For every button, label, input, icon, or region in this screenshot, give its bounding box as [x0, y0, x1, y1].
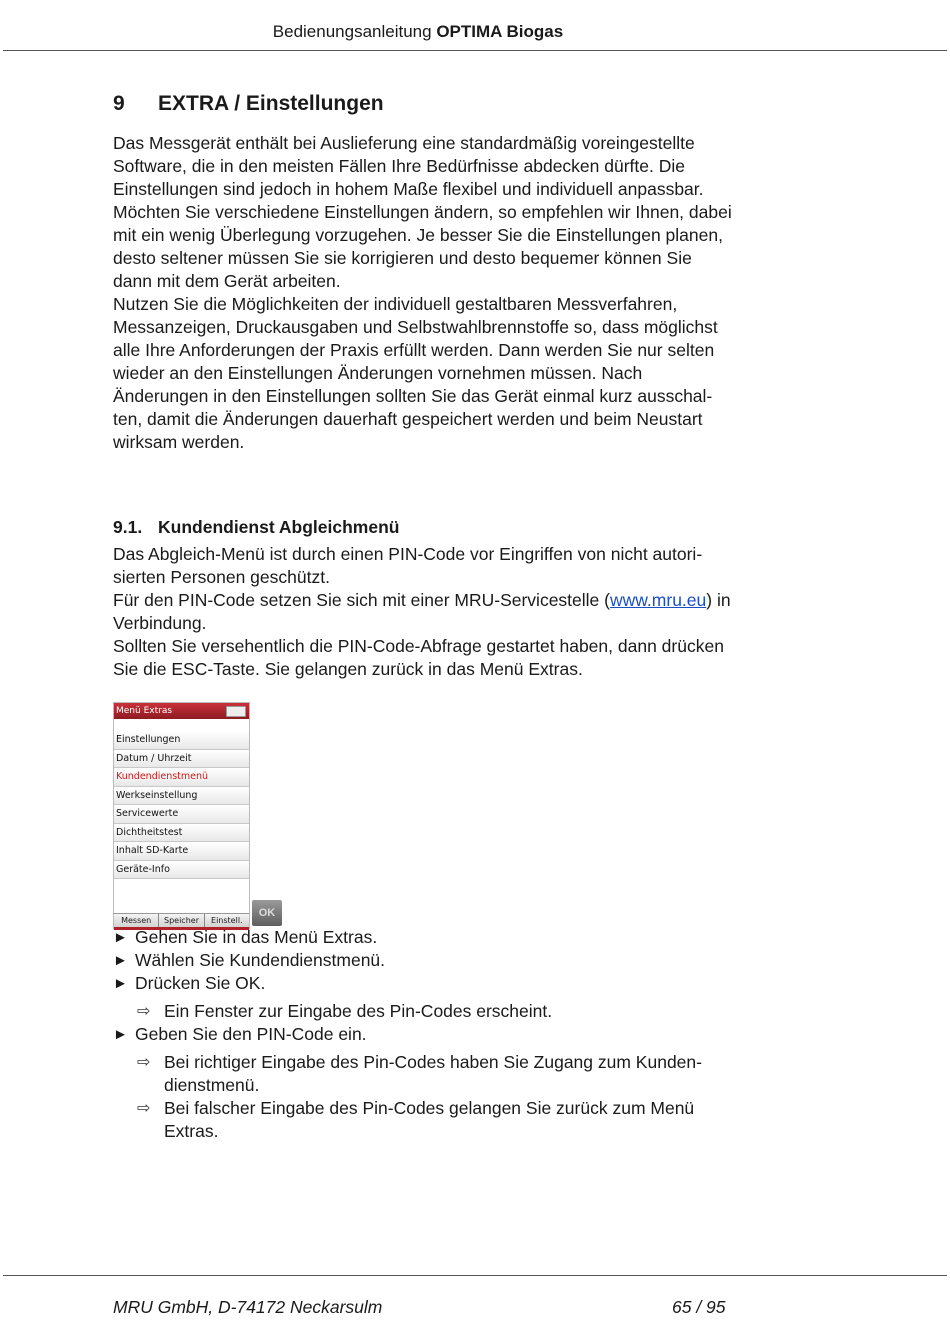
step-text: Drücken Sie OK.	[135, 973, 266, 993]
softkey-memory[interactable]: Speicher	[159, 914, 204, 928]
device-menu-item-device-info[interactable]: Geräte-Info	[114, 861, 249, 880]
device-menu-item-date-time[interactable]: Datum / Uhrzeit	[114, 750, 249, 769]
subsection-body	[113, 543, 733, 681]
instruction-step	[113, 949, 733, 972]
instruction-result	[113, 1051, 733, 1097]
footer-page-number: 65 / 95	[672, 1297, 726, 1317]
instruction-result	[113, 1000, 733, 1023]
step-text: Gehen Sie in das Menü Extras.	[135, 927, 378, 947]
result-arrow-icon: ⇨	[137, 1054, 151, 1071]
result-text: Ein Fenster zur Eingabe des Pin-Codes erscheint.	[164, 1001, 553, 1021]
section-number: 9	[113, 92, 125, 115]
device-menu-item-sd-card[interactable]: Inhalt SD-Karte	[114, 842, 249, 861]
step-text: Wählen Sie Kundendienstmenü.	[135, 950, 386, 970]
subsection-paragraph-1: Das Abgleich-Menü ist durch einen PIN-Code vor Eingriffen von nicht autorisierten Personen geschützt.	[113, 544, 703, 587]
contact-text: Für den PIN-Code setzen Sie sich mit einer MRU-Servicestelle (	[113, 590, 610, 610]
header-divider	[3, 50, 947, 51]
step-text: Geben Sie den PIN-Code ein.	[135, 1024, 367, 1044]
instruction-step	[113, 1023, 733, 1046]
device-menu-item-settings[interactable]: Einstellungen	[114, 731, 249, 750]
result-arrow-icon: ⇨	[137, 1100, 151, 1117]
device-screen	[113, 702, 250, 929]
battery-icon	[226, 706, 246, 717]
subsection-title: Kundendienst Abgleichmenü	[158, 517, 400, 537]
section-heading	[113, 92, 384, 116]
section-paragraph-3: Nutzen Sie die Möglichkeiten der individuell gestaltbaren Messverfahren, Messanzeigen, Druckausgaben und Selbstwahlbrennstoffe so, dass möglichst alle Ihre Anforderungen der Praxis erfüllt werden. Dann werden Sie nur selten wieder an den Einstellungen Änderungen vornehmen müssen. Nach Änderungen in den Einstellungen sollten Sie das Gerät einmal kurz ausschalten, damit die Änderungen dauerhaft gespeichert werden und beim Neustart wirksam werden.	[113, 294, 718, 452]
softkey-settings[interactable]: Einstell.	[211, 916, 243, 925]
step-arrow-icon: ►	[113, 952, 128, 969]
step-arrow-icon: ►	[113, 929, 128, 946]
section-title: EXTRA / Einstellungen	[158, 92, 384, 115]
instruction-step	[113, 972, 733, 995]
section-paragraph-1: Das Messgerät enthält bei Auslieferung eine standardmäßig voreingestellte Software, die in den meisten Fällen Ihre Bedürfnisse abdecken dürfte. Die Einstellungen sind jedoch in hohem Maße flexibel und individuell anpassbar.	[113, 133, 704, 199]
subsection-heading	[113, 517, 399, 538]
device-menu-item-leak-test[interactable]: Dichtheitstest	[114, 824, 249, 843]
step-arrow-icon: ►	[113, 1026, 128, 1043]
section-body	[113, 132, 733, 454]
ok-button[interactable]: OK	[252, 900, 282, 926]
section-paragraph-2: Möchten Sie verschiedene Einstellungen ändern, so empfehlen wir Ihnen, dabei mit ein wenig Überlegung vorzugehen. Je besser Sie die Einstellungen planen, desto seltener müssen Sie sie korrigieren und desto bequemer können Sie dann mit dem Gerät arbeiten.	[113, 202, 732, 291]
device-menu-item-service-values[interactable]: Servicewerte	[114, 805, 249, 824]
header-title-prefix: Bedienungsanleitung	[272, 22, 432, 41]
device-title-bar	[114, 703, 249, 719]
result-arrow-icon: ⇨	[137, 1003, 151, 1020]
result-text: Bei falscher Eingabe des Pin-Codes gelangen Sie zurück zum Menü Extras.	[164, 1098, 695, 1141]
instruction-result	[113, 1097, 733, 1143]
subsection-paragraph-2	[113, 589, 733, 635]
mru-website-link[interactable]: www.mru.eu	[609, 590, 707, 610]
device-menu-item-service-menu[interactable]: Kundendienstmenü	[114, 768, 249, 787]
device-menu-item-factory-settings[interactable]: Werkseinstellung	[114, 787, 249, 806]
device-menu-title: Menü Extras	[116, 706, 173, 716]
result-text: Bei richtiger Eingabe des Pin-Codes haben Sie Zugang zum Kundendienstmenü.	[164, 1052, 702, 1095]
step-arrow-icon: ►	[113, 975, 128, 992]
footer-divider	[3, 1275, 947, 1276]
header-title-product: OPTIMA Biogas	[436, 22, 564, 41]
subsection-paragraph-3: Sollten Sie versehentlich die PIN-Code-Abfrage gestartet haben, dann drücken Sie die ESC-Taste. Sie gelangen zurück in das Menü Extras.	[113, 636, 724, 679]
subsection-number: 9.1.	[113, 517, 143, 537]
softkey-measure[interactable]: Messen	[114, 914, 159, 928]
contact-text-end: ) in Verbindung.	[113, 590, 731, 633]
footer-company: MRU GmbH, D-74172 Neckarsulm	[113, 1297, 383, 1317]
instruction-step	[113, 926, 733, 949]
page-header	[0, 22, 836, 42]
instruction-steps	[113, 926, 733, 1143]
